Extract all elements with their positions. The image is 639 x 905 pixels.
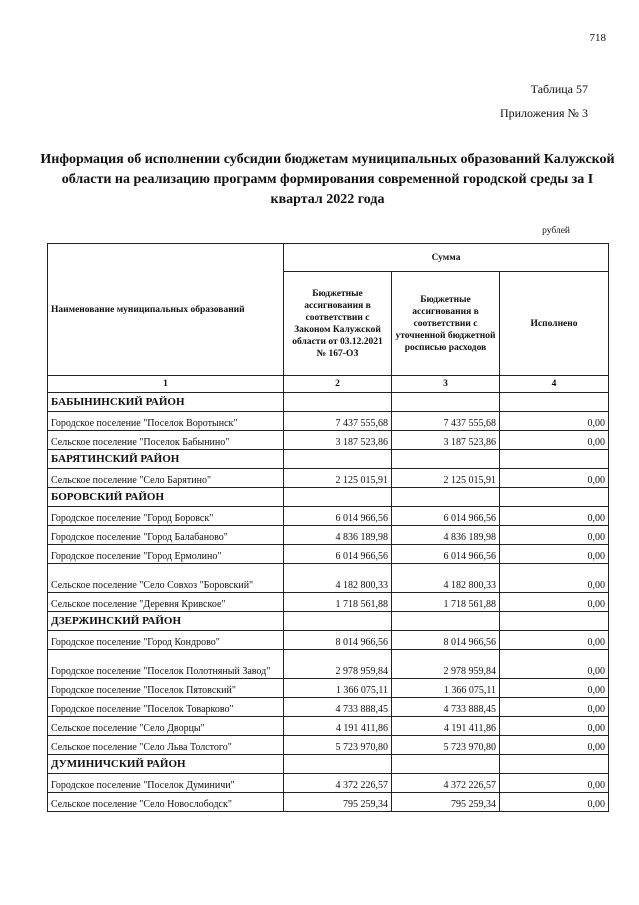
table-row xyxy=(48,650,609,679)
empty-cell xyxy=(500,488,609,507)
budget-law-value: 7 437 555,68 xyxy=(284,412,392,431)
region-name: БОРОВСКИЙ РАЙОН xyxy=(48,488,284,507)
budget-revised-value: 5 723 970,80 xyxy=(392,736,500,755)
budget-revised-value: 8 014 966,56 xyxy=(392,631,500,650)
budget-revised-value: 4 372 226,57 xyxy=(392,774,500,793)
empty-cell xyxy=(284,612,392,631)
empty-cell xyxy=(392,755,500,774)
budget-revised-value: 1 718 561,88 xyxy=(392,593,500,612)
document-title: Информация об исполнении субсидии бюджетам муниципальных образований Калужской области на реализацию программ формирования современной городской среды за I квартал 2022 года xyxy=(40,152,615,207)
budget-law-value: 5 723 970,80 xyxy=(284,736,392,755)
table-row xyxy=(48,431,609,450)
budget-law-value: 3 187 523,86 xyxy=(284,431,392,450)
header-num-2: 2 xyxy=(284,376,392,393)
budget-law-value: 4 182 800,33 xyxy=(284,564,392,593)
budget-revised-value: 4 836 189,98 xyxy=(392,526,500,545)
executed-value: 0,00 xyxy=(500,412,609,431)
units-label: рублей xyxy=(542,226,570,236)
table-row xyxy=(48,412,609,431)
executed-value: 0,00 xyxy=(500,736,609,755)
region-name: ДУМИНИЧСКИЙ РАЙОН xyxy=(48,755,284,774)
settlement-name: Городское поселение "Поселок Пятовский" xyxy=(48,679,284,698)
budget-law-value: 6 014 966,56 xyxy=(284,545,392,564)
table-row xyxy=(48,564,609,593)
table-row xyxy=(48,774,609,793)
budget-revised-value: 4 191 411,86 xyxy=(392,717,500,736)
table-row xyxy=(48,526,609,545)
region-name: БАБЫНИНСКИЙ РАЙОН xyxy=(48,393,284,412)
subsidy-table xyxy=(47,243,609,812)
budget-law-value: 795 259,34 xyxy=(284,793,392,812)
table-row xyxy=(48,679,609,698)
table-row xyxy=(48,469,609,488)
budget-law-value: 4 733 888,45 xyxy=(284,698,392,717)
header-col2: Бюджетные ассигнования в соответствии с Законом Калужской области от 03.12.2021 № 167-ОЗ xyxy=(284,272,392,376)
executed-value: 0,00 xyxy=(500,717,609,736)
header-name: Наименование муниципальных образований xyxy=(48,244,284,376)
budget-law-value: 2 125 015,91 xyxy=(284,469,392,488)
settlement-name: Городское поселение "Город Боровск" xyxy=(48,507,284,526)
executed-value: 0,00 xyxy=(500,507,609,526)
settlement-name: Городское поселение "Город Ермолино" xyxy=(48,545,284,564)
table-row xyxy=(48,507,609,526)
settlement-name: Городское поселение "Поселок Воротынск" xyxy=(48,412,284,431)
budget-law-value: 1 366 075,11 xyxy=(284,679,392,698)
header-sum: Сумма xyxy=(284,244,609,272)
empty-cell xyxy=(284,755,392,774)
executed-value: 0,00 xyxy=(500,526,609,545)
empty-cell xyxy=(500,755,609,774)
region-row xyxy=(48,488,609,507)
table-row xyxy=(48,698,609,717)
settlement-name: Городское поселение "Город Кондрово" xyxy=(48,631,284,650)
header-num-4: 4 xyxy=(500,376,609,393)
executed-value: 0,00 xyxy=(500,545,609,564)
empty-cell xyxy=(284,393,392,412)
region-row xyxy=(48,612,609,631)
region-row xyxy=(48,755,609,774)
executed-value: 0,00 xyxy=(500,793,609,812)
budget-revised-value: 6 014 966,56 xyxy=(392,545,500,564)
header-col4: Исполнено xyxy=(500,272,609,376)
executed-value: 0,00 xyxy=(500,698,609,717)
executed-value: 0,00 xyxy=(500,593,609,612)
budget-law-value: 4 372 226,57 xyxy=(284,774,392,793)
table-body xyxy=(48,393,609,812)
settlement-name: Городское поселение "Поселок Думиничи" xyxy=(48,774,284,793)
empty-cell xyxy=(500,450,609,469)
budget-law-value: 8 014 966,56 xyxy=(284,631,392,650)
header-num-1: 1 xyxy=(48,376,284,393)
empty-cell xyxy=(392,393,500,412)
budget-law-value: 4 191 411,86 xyxy=(284,717,392,736)
executed-value: 0,00 xyxy=(500,469,609,488)
appendix-label: Приложения № 3 xyxy=(499,106,588,120)
table-row xyxy=(48,631,609,650)
region-name: БАРЯТИНСКИЙ РАЙОН xyxy=(48,450,284,469)
budget-law-value: 4 836 189,98 xyxy=(284,526,392,545)
settlement-name: Сельское поселение "Село Новослободск" xyxy=(48,793,284,812)
table-row xyxy=(48,736,609,755)
executed-value: 0,00 xyxy=(500,564,609,593)
budget-revised-value: 7 437 555,68 xyxy=(392,412,500,431)
budget-revised-value: 4 733 888,45 xyxy=(392,698,500,717)
table-row xyxy=(48,545,609,564)
settlement-name: Сельское поселение "Село Льва Толстого" xyxy=(48,736,284,755)
budget-revised-value: 6 014 966,56 xyxy=(392,507,500,526)
executed-value: 0,00 xyxy=(500,774,609,793)
empty-cell xyxy=(500,612,609,631)
table-row xyxy=(48,793,609,812)
budget-revised-value: 4 182 800,33 xyxy=(392,564,500,593)
settlement-name: Городское поселение "Поселок Товарково" xyxy=(48,698,284,717)
page-number: 718 xyxy=(589,32,606,44)
executed-value: 0,00 xyxy=(500,431,609,450)
empty-cell xyxy=(392,488,500,507)
settlement-name: Городское поселение "Город Балабаново" xyxy=(48,526,284,545)
empty-cell xyxy=(392,612,500,631)
settlement-name: Сельское поселение "Деревня Кривское" xyxy=(48,593,284,612)
table-row xyxy=(48,593,609,612)
region-row xyxy=(48,393,609,412)
executed-value: 0,00 xyxy=(500,631,609,650)
settlement-name: Сельское поселение "Поселок Бабынино" xyxy=(48,431,284,450)
executed-value: 0,00 xyxy=(500,679,609,698)
table-row xyxy=(48,717,609,736)
settlement-name: Городское поселение "Поселок Полотняный Завод" xyxy=(48,650,284,679)
executed-value: 0,00 xyxy=(500,650,609,679)
budget-law-value: 6 014 966,56 xyxy=(284,507,392,526)
budget-revised-value: 2 978 959,84 xyxy=(392,650,500,679)
empty-cell xyxy=(284,488,392,507)
header-col3: Бюджетные ассигнования в соответствии с уточненной бюджетной росписью расходов xyxy=(392,272,500,376)
settlement-name: Сельское поселение "Село Дворцы" xyxy=(48,717,284,736)
empty-cell xyxy=(392,450,500,469)
region-name: ДЗЕРЖИНСКИЙ РАЙОН xyxy=(48,612,284,631)
budget-law-value: 1 718 561,88 xyxy=(284,593,392,612)
budget-revised-value: 3 187 523,86 xyxy=(392,431,500,450)
header-num-3: 3 xyxy=(392,376,500,393)
budget-revised-value: 1 366 075,11 xyxy=(392,679,500,698)
region-row xyxy=(48,450,609,469)
settlement-name: Сельское поселение "Село Совхоз "Боровский" xyxy=(48,564,284,593)
table-label: Таблица 57 xyxy=(530,82,588,96)
settlement-name: Сельское поселение "Село Барятино" xyxy=(48,469,284,488)
empty-cell xyxy=(284,450,392,469)
budget-law-value: 2 978 959,84 xyxy=(284,650,392,679)
empty-cell xyxy=(500,393,609,412)
budget-revised-value: 795 259,34 xyxy=(392,793,500,812)
budget-revised-value: 2 125 015,91 xyxy=(392,469,500,488)
